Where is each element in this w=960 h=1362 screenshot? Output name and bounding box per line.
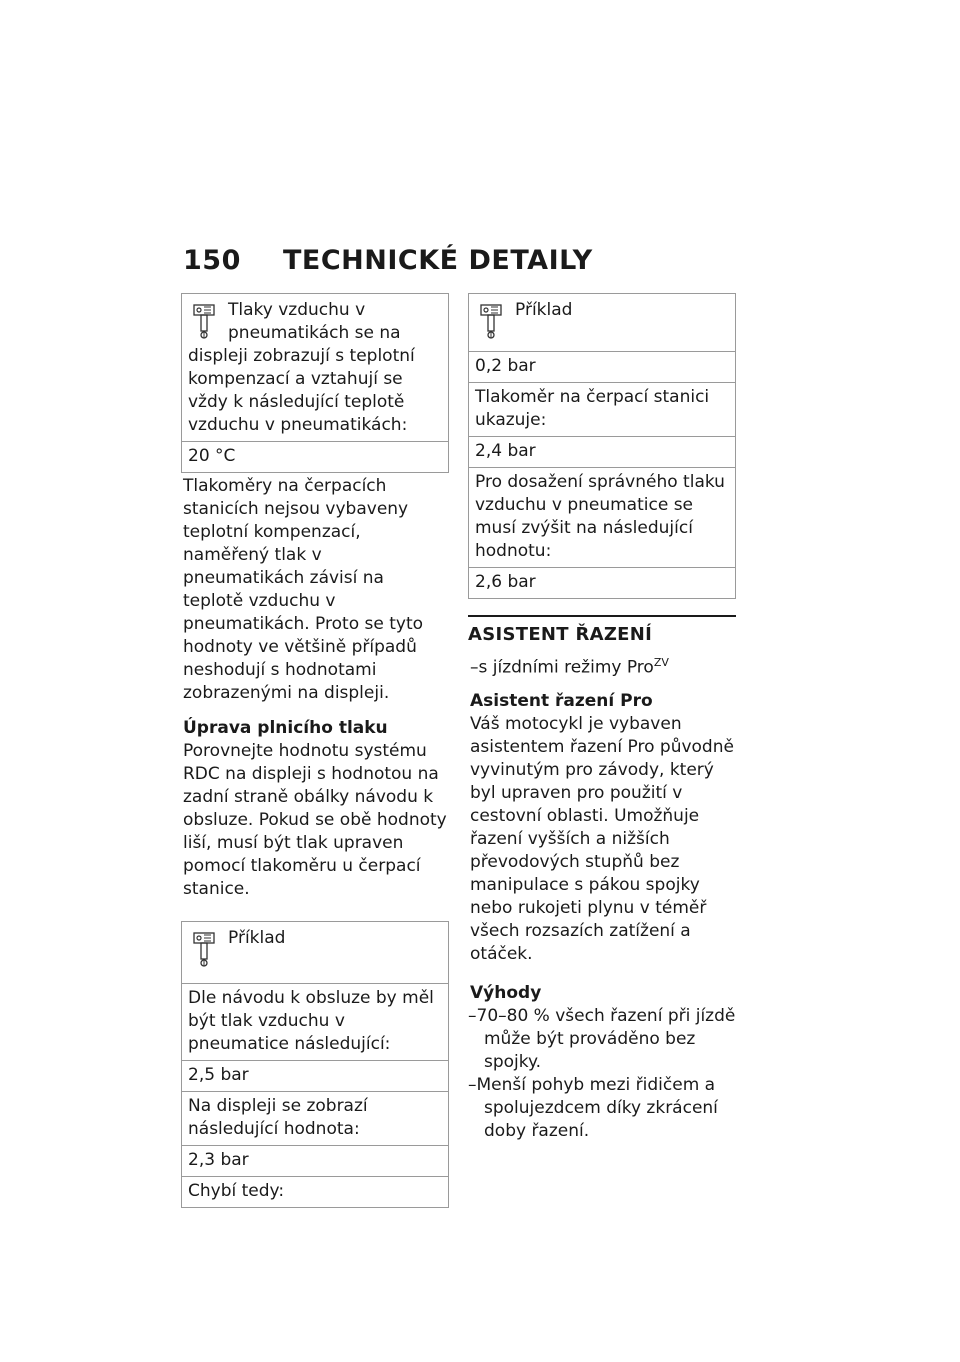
note-text: Tlaky vzduchu v pneumatikách se na displeji zobrazují s teplotní kompenzací a vztahují se vždy k následující teplotě vzduchu v pneumatikách: — [188, 300, 415, 435]
example-row: 2,4 bar — [469, 436, 735, 467]
tire-pressure-gauge-icon — [188, 927, 228, 971]
example-row: Pro dosažení správného tlaku vzduchu v pneumatice se musí zvýšit na následující hodnotu: — [469, 467, 735, 567]
note-row — [182, 294, 448, 441]
page-header — [183, 245, 593, 281]
example-header — [182, 922, 448, 983]
paragraph-pump-gauges: Tlakoměry na čerpacích stanicích nejsou vybaveny teplotní kompenzací, naměřený tlak v pneumatikách závisí na teplotě vzduchu v pneumatikách. Proto se tyto hodnoty ve většině případů neshodují s hodnotami zobrazenými na displeji. — [183, 476, 424, 703]
subheading-advantages: Výhody — [470, 982, 542, 1003]
example-row: 2,3 bar — [182, 1145, 448, 1176]
section-divider — [468, 615, 736, 617]
example-label: Příklad — [228, 928, 286, 948]
section-title: ASISTENT ŘAZENÍ — [468, 624, 653, 645]
example-row: Dle návodu k obsluze by měl být tlak vzduchu v pneumatice následující: — [182, 983, 448, 1060]
example-row: 2,6 bar — [469, 567, 735, 598]
example-box-right — [468, 293, 736, 599]
example-row: Tlakoměr na čerpací stanici ukazuje: — [469, 382, 735, 436]
mode-text: –s jízdními režimy Pro — [470, 657, 654, 678]
paragraph-compare-rdc: Porovnejte hodnotu systému RDC na displeji s hodnotou na zadní straně obálky návodu k obsluze. Pokud se obě hodnoty liší, musí být tlak upraven pomocí tlakoměru u čerpací stanice. — [183, 741, 447, 899]
note-box-temperature — [181, 293, 449, 473]
tire-pressure-gauge-icon — [188, 299, 228, 343]
list-item: –70–80 % všech řazení při jízdě může být prováděno bez spojky. — [468, 1005, 736, 1072]
note-value: 20 °C — [182, 441, 448, 472]
example-row: Chybí tedy: — [182, 1176, 448, 1207]
example-row: 2,5 bar — [182, 1060, 448, 1091]
example-label: Příklad — [515, 300, 573, 320]
page-title: TECHNICKÉ DETAILY — [283, 245, 593, 276]
advantages-list — [468, 1005, 736, 1143]
mode-line — [468, 651, 736, 680]
left-column — [181, 293, 449, 1208]
example-row: Na displeji se zobrazí následující hodnota: — [182, 1091, 448, 1145]
right-column — [468, 293, 736, 1143]
subheading-shift-assistant: Asistent řazení Pro — [470, 690, 653, 711]
subheading-pressure-adjust: Úprava plnicího tlaku — [183, 718, 388, 738]
paragraph-shift-assistant: Váš motocykl je vybaven asistentem řazení Pro původně vyvinutým pro závody, který byl upraven pro použití v cestovní oblasti. Umožňuje řazení vyšších a nižších převodových stupňů bez manipulace s pákou spojky nebo rukojeti plynu v téměř všech rozsazích zatížení a otáček. — [470, 713, 734, 964]
tire-pressure-gauge-icon — [475, 299, 515, 343]
example-box-left — [181, 921, 449, 1208]
example-header — [469, 294, 735, 351]
example-row: 0,2 bar — [469, 351, 735, 382]
page-number: 150 — [183, 245, 241, 276]
optional-equipment-mark: ZV — [653, 656, 669, 669]
list-item: –Menší pohyb mezi řidičem a spolujezdcem díky zkrácení doby řazení. — [468, 1074, 718, 1141]
